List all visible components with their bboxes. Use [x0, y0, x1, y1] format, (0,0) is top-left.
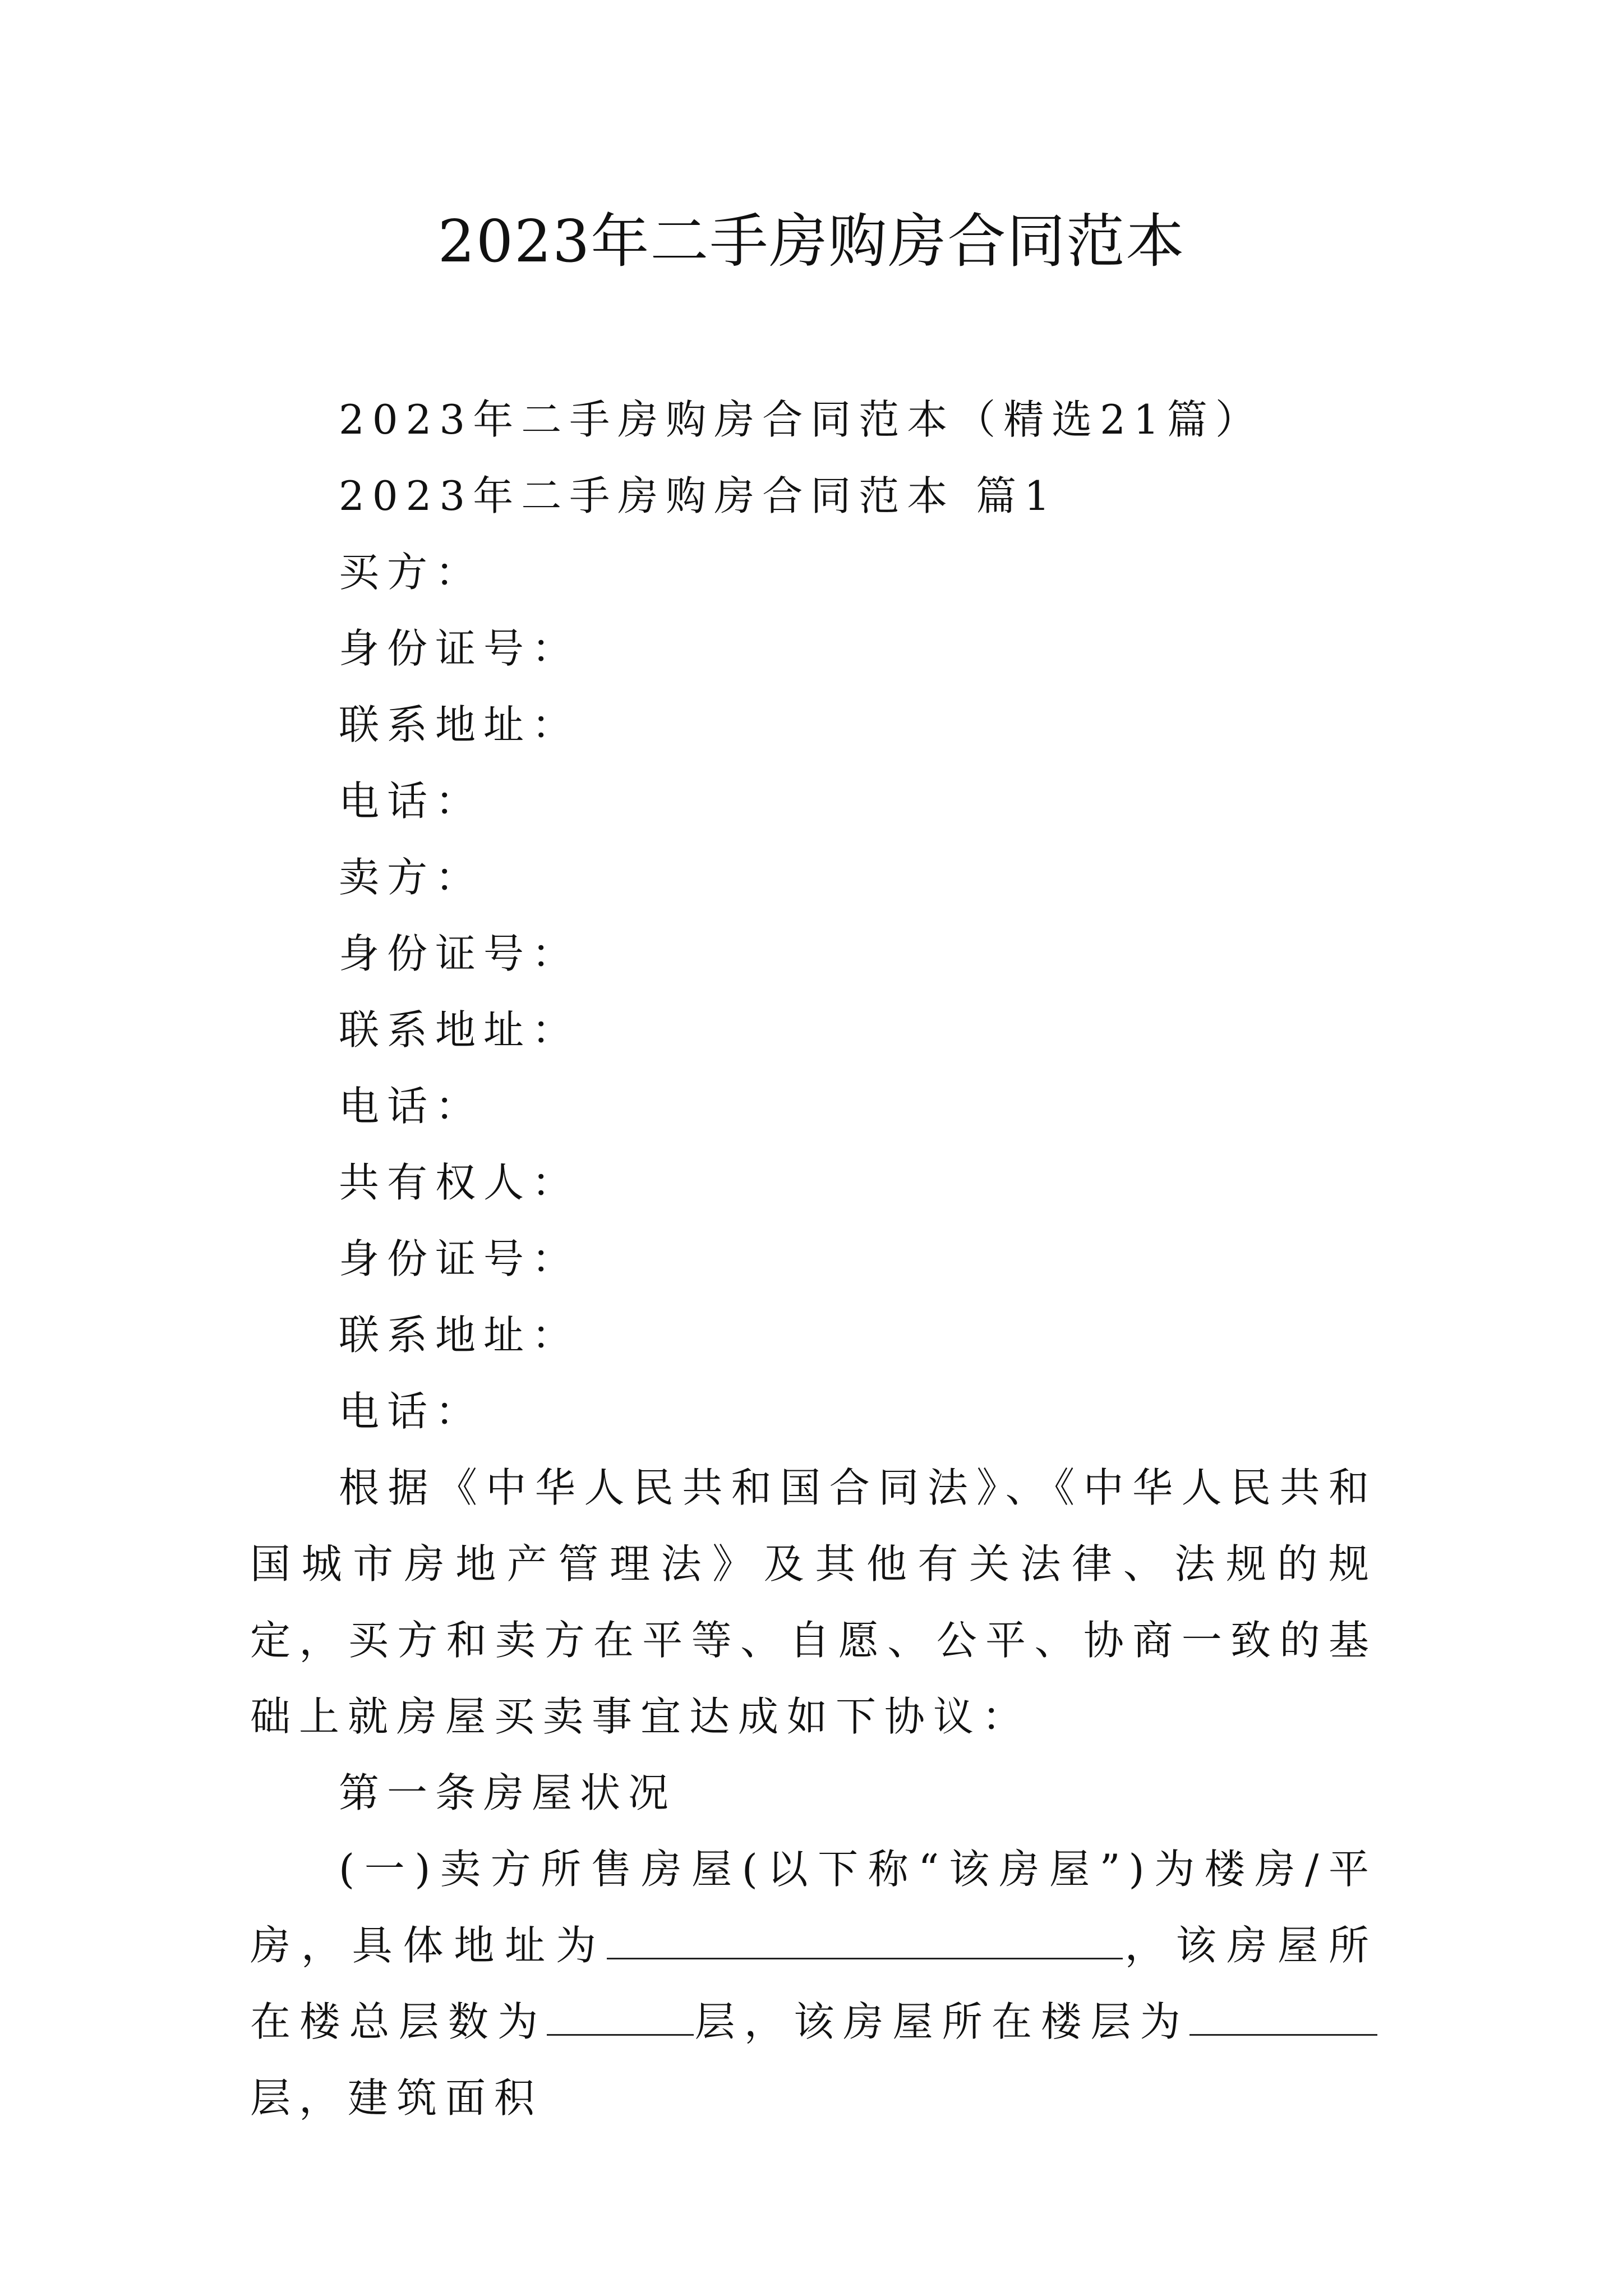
buyer-label: 买方：: [339, 549, 484, 596]
clause-1-text: [250, 1831, 1377, 2136]
clause-1-paragraph: [250, 1831, 1377, 2136]
document-body: [250, 381, 1377, 2136]
co-owner-address-label: 联系地址：: [339, 1312, 580, 1359]
preamble-paragraph: [250, 1450, 1377, 1755]
article-1-heading: 第一条房屋状况: [339, 1769, 677, 1816]
seller-phone-label: 电话：: [339, 1083, 484, 1130]
clause-1-part2: ，该房屋所在楼总层数为: [250, 1922, 1377, 2045]
total-floors-blank: [547, 1995, 694, 2036]
co-owner-phone-label: 电话：: [339, 1388, 484, 1435]
clause-1-part4: 层，建筑面积: [250, 2074, 543, 2122]
clause-1-part1: (一)卖方所售房屋(以下称“该房屋”)为楼房/平房，具体地址为: [250, 1846, 1377, 1969]
buyer-phone-label: 电话：: [339, 777, 484, 825]
co-owner-id-label: 身份证号：: [339, 1235, 580, 1282]
seller-id-label: 身份证号：: [339, 930, 580, 977]
seller-label: 卖方：: [339, 854, 484, 901]
clause-1-part3: 层，该房屋所在楼层为: [694, 1998, 1189, 2045]
section-heading: 2023年二手房购房合同范本 篇1: [339, 472, 1058, 519]
preamble-text: 根据《中华人民共和国合同法》、《中华人民共和国城市房地产管理法》及其他有关法律、法规的规定，买方和卖方在平等、自愿、公平、协商一致的基础上就房屋买卖事宜达成如下协议：: [250, 1464, 1377, 1740]
co-owner-label: 共有权人：: [339, 1159, 580, 1206]
seller-address-label: 联系地址：: [339, 1006, 580, 1053]
floor-blank: [1189, 1995, 1377, 2036]
address-blank: [607, 1918, 1123, 1959]
buyer-id-label: 身份证号：: [339, 625, 580, 672]
subtitle: 2023年二手房购房合同范本（精选21篇）: [339, 396, 1264, 443]
buyer-address-label: 联系地址：: [339, 701, 580, 748]
document-title: 2023年二手房购房合同范本: [437, 207, 1186, 275]
